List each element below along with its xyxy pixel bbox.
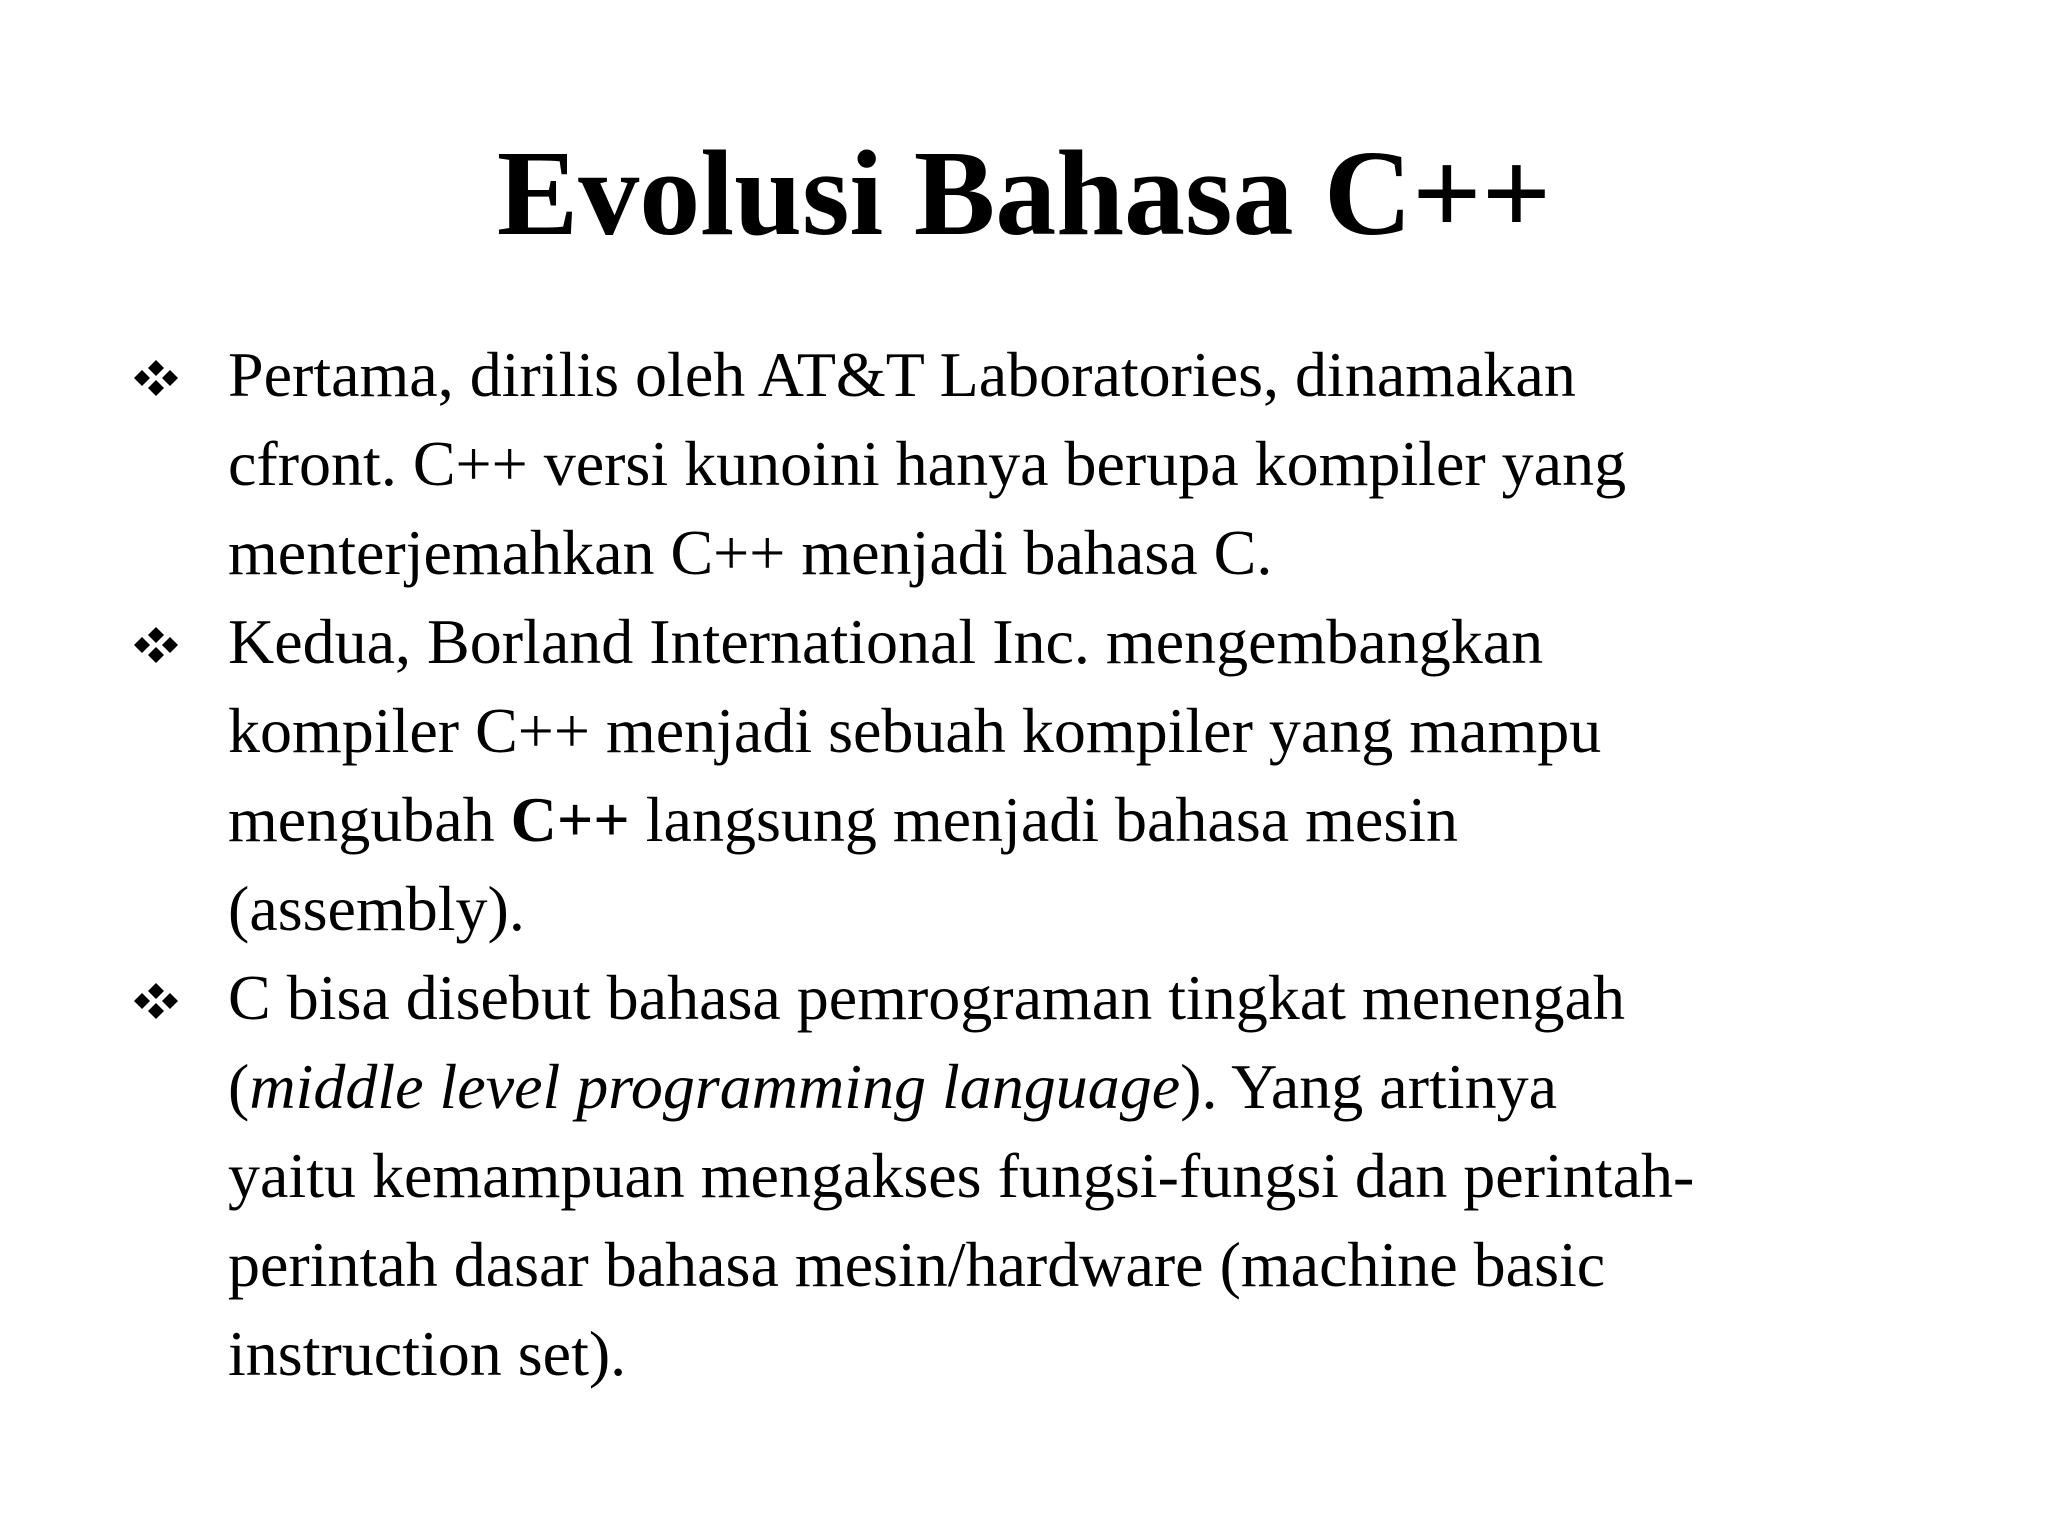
bullet-line: kompiler C++ menjadi sebuah kompiler yang mampu (228, 695, 1602, 766)
four-diamond-bullet-icon (128, 625, 184, 665)
bold-text-run: C++ (510, 784, 630, 855)
bullet-line: Kedua, Borland International Inc. mengembangkan (228, 606, 1544, 677)
italic-text-run: middle level programming language (249, 1051, 1181, 1122)
bullet-line: menterjemahkan C++ menjadi bahasa C. (228, 517, 1273, 588)
bullet-item (124, 330, 1974, 597)
bullet-line (228, 1042, 1974, 1131)
text-run: ). Yang artinya (1180, 1051, 1557, 1122)
four-diamond-bullet-icon (128, 358, 184, 398)
text-run: ( (228, 1051, 250, 1122)
bullet-line (228, 775, 1974, 864)
text-run: mengubah (228, 784, 511, 855)
bullet-list (124, 330, 1974, 1398)
bullet-item (124, 597, 1974, 953)
bullet-line: perintah dasar bahasa mesin/hardware (machine basic (228, 1229, 1606, 1300)
bullet-line: yaitu kemampuan mengakses fungsi-fungsi dan perintah- (228, 1140, 1695, 1211)
bullet-line: C bisa disebut bahasa pemrograman tingkat menengah (228, 962, 1625, 1033)
bullet-line: instruction set). (228, 1318, 627, 1389)
bullet-line: Pertama, dirilis oleh AT&T Laboratories, dinamakan (228, 339, 1576, 410)
bullet-item (124, 953, 1974, 1398)
four-diamond-bullet-icon (128, 981, 184, 1021)
bullet-line: cfront. C++ versi kunoini hanya berupa kompiler yang (228, 428, 1627, 499)
slide-title: Evolusi Bahasa C++ (496, 126, 1552, 261)
text-run: langsung menjadi bahasa mesin (629, 784, 1458, 855)
bullet-line: (assembly). (228, 873, 525, 944)
